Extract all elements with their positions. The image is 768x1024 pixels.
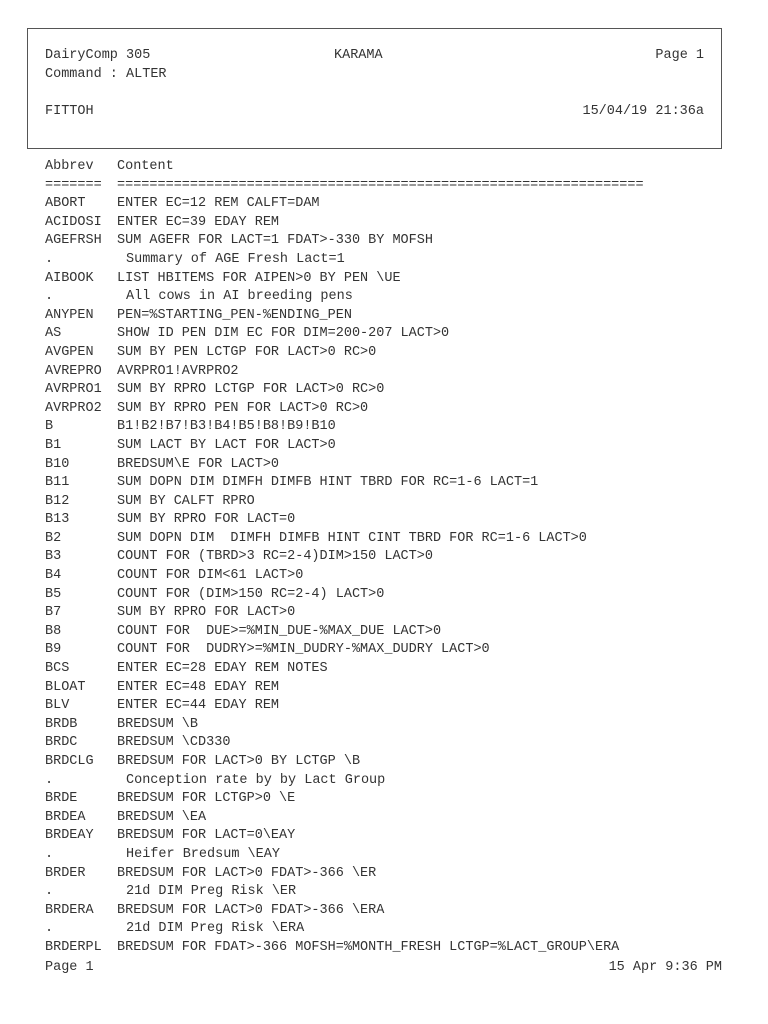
row-content: ENTER EC=39 EDAY REM bbox=[117, 214, 280, 230]
row-content: LIST HBITEMS FOR AIPEN>0 BY PEN \UE bbox=[117, 270, 401, 286]
row-content: COUNT FOR DUDRY>=%MIN_DUDRY-%MAX_DUDRY LACT>0 bbox=[117, 642, 490, 658]
table-row bbox=[45, 456, 745, 475]
table-row bbox=[45, 883, 745, 902]
row-description: 21d DIM Preg Risk \ERA bbox=[126, 921, 305, 937]
row-content: AVRPRO1!AVRPRO2 bbox=[117, 363, 239, 379]
table-row bbox=[45, 679, 745, 698]
table-row bbox=[45, 827, 745, 846]
table-row bbox=[45, 344, 745, 363]
report-datetime: 15/04/19 21:36a bbox=[582, 104, 704, 119]
table-row bbox=[45, 790, 745, 809]
table-row bbox=[45, 511, 745, 530]
row-abbrev: B7 bbox=[45, 605, 62, 621]
row-content: COUNT FOR (DIM>150 RC=2-4) LACT>0 bbox=[117, 586, 385, 602]
app-name: DairyComp 305 bbox=[45, 48, 151, 63]
row-abbrev: B bbox=[45, 419, 54, 435]
row-abbrev: B9 bbox=[45, 642, 62, 658]
table-row bbox=[45, 195, 745, 214]
row-content: SUM BY CALFT RPRO bbox=[117, 493, 255, 509]
row-content: SUM DOPN DIM DIMFH DIMFB HINT CINT TBRD FOR RC=1-6 LACT>0 bbox=[117, 530, 587, 546]
column-header-abbrev: Abbrev bbox=[45, 159, 94, 174]
table-row bbox=[45, 697, 745, 716]
row-abbrev: AVRPRO2 bbox=[45, 400, 102, 416]
table-row bbox=[45, 307, 745, 326]
table-row bbox=[45, 530, 745, 549]
table-row bbox=[45, 548, 745, 567]
footer-page: Page 1 bbox=[45, 960, 94, 975]
row-abbrev: B5 bbox=[45, 586, 62, 602]
command-line: Command : ALTER bbox=[45, 67, 167, 82]
row-description: Summary of AGE Fresh Lact=1 bbox=[126, 251, 345, 267]
table-row bbox=[45, 418, 745, 437]
table-row bbox=[45, 325, 745, 344]
row-content: SUM BY RPRO FOR LACT>0 bbox=[117, 605, 296, 621]
row-content: SUM DOPN DIM DIMFH DIMFB HINT TBRD FOR RC=1-6 LACT=1 bbox=[117, 475, 539, 491]
table-row bbox=[45, 902, 745, 921]
row-content: SUM BY PEN LCTGP FOR LACT>0 RC>0 bbox=[117, 344, 377, 360]
row-abbrev: B13 bbox=[45, 512, 70, 528]
row-abbrev: AGEFRSH bbox=[45, 233, 102, 249]
row-description: Conception rate by by Lact Group bbox=[126, 772, 386, 788]
row-abbrev: . bbox=[45, 921, 54, 937]
column-headers bbox=[45, 158, 745, 177]
table-row bbox=[45, 493, 745, 512]
report-header-box bbox=[27, 28, 722, 149]
row-abbrev: ANYPEN bbox=[45, 307, 94, 323]
row-abbrev: ABORT bbox=[45, 196, 86, 212]
herd-name: KARAMA bbox=[334, 48, 383, 63]
row-abbrev: B8 bbox=[45, 623, 62, 639]
row-content: SUM BY RPRO LCTGP FOR LACT>0 RC>0 bbox=[117, 382, 385, 398]
row-content: SUM BY RPRO FOR LACT=0 bbox=[117, 512, 296, 528]
row-abbrev: BLOAT bbox=[45, 679, 86, 695]
row-abbrev: BLV bbox=[45, 698, 70, 714]
table-row bbox=[45, 437, 745, 456]
row-abbrev: AVGPEN bbox=[45, 344, 94, 360]
row-abbrev: B4 bbox=[45, 568, 62, 584]
row-abbrev: BRDERPL bbox=[45, 939, 102, 955]
table-row bbox=[45, 753, 745, 772]
table-row bbox=[45, 567, 745, 586]
row-abbrev: . bbox=[45, 846, 54, 862]
row-abbrev: AIBOOK bbox=[45, 270, 94, 286]
row-abbrev: B3 bbox=[45, 549, 62, 565]
row-abbrev: AVRPRO1 bbox=[45, 382, 102, 398]
row-content: BREDSUM \CD330 bbox=[117, 735, 231, 751]
table-row bbox=[45, 400, 745, 419]
row-content: ENTER EC=44 EDAY REM bbox=[117, 698, 280, 714]
table-row bbox=[45, 623, 745, 642]
table-row bbox=[45, 232, 745, 251]
row-abbrev: BRDERA bbox=[45, 902, 94, 918]
table-row bbox=[45, 809, 745, 828]
table-row bbox=[45, 586, 745, 605]
abbreviation-table bbox=[45, 158, 745, 958]
row-abbrev: BRDC bbox=[45, 735, 78, 751]
row-abbrev: . bbox=[45, 289, 54, 305]
table-row bbox=[45, 772, 745, 791]
rule-content: ================================================================= bbox=[117, 177, 644, 193]
row-abbrev: B2 bbox=[45, 530, 62, 546]
table-row bbox=[45, 865, 745, 884]
table-row bbox=[45, 474, 745, 493]
row-content: BREDSUM FOR LACT>0 BY LCTGP \B bbox=[117, 754, 361, 769]
row-content: ENTER EC=28 EDAY REM NOTES bbox=[117, 661, 328, 677]
row-content: BREDSUM FOR LACT=0\EAY bbox=[117, 828, 296, 844]
table-row bbox=[45, 920, 745, 939]
footer-datetime: 15 Apr 9:36 PM bbox=[608, 960, 722, 975]
row-content: BREDSUM \EA bbox=[117, 809, 207, 825]
row-abbrev: AS bbox=[45, 326, 62, 342]
row-abbrev: BRDEAY bbox=[45, 828, 94, 844]
table-row bbox=[45, 641, 745, 660]
row-content: BREDSUM FOR LACT>0 FDAT>-366 \ERA bbox=[117, 902, 385, 918]
row-abbrev: BRDER bbox=[45, 865, 86, 881]
row-content: COUNT FOR (TBRD>3 RC=2-4)DIM>150 LACT>0 bbox=[117, 549, 433, 565]
row-abbrev: B12 bbox=[45, 493, 70, 509]
row-content: SUM LACT BY LACT FOR LACT>0 bbox=[117, 437, 336, 453]
header-rule bbox=[45, 177, 745, 196]
row-content: BREDSUM FOR LACT>0 FDAT>-366 \ER bbox=[117, 865, 377, 881]
rule-abbrev: ======= bbox=[45, 177, 102, 193]
row-abbrev: BRDB bbox=[45, 716, 78, 732]
table-row bbox=[45, 381, 745, 400]
row-content: BREDSUM FOR FDAT>-366 MOFSH=%MONTH_FRESH LCTGP=%LACT_GROUP\ERA bbox=[117, 939, 620, 955]
column-header-content: Content bbox=[117, 159, 174, 174]
row-content: ENTER EC=12 REM CALFT=DAM bbox=[117, 196, 320, 212]
row-description: All cows in AI breeding pens bbox=[126, 289, 353, 305]
row-abbrev: . bbox=[45, 772, 54, 788]
row-abbrev: B10 bbox=[45, 456, 70, 472]
row-abbrev: B11 bbox=[45, 475, 70, 491]
row-content: BREDSUM FOR LCTGP>0 \E bbox=[117, 791, 296, 807]
row-abbrev: BCS bbox=[45, 661, 70, 677]
table-row bbox=[45, 846, 745, 865]
row-description: Heifer Bredsum \EAY bbox=[126, 846, 280, 862]
row-content: SUM BY RPRO PEN FOR LACT>0 RC>0 bbox=[117, 400, 369, 416]
row-content: PEN=%STARTING_PEN-%ENDING_PEN bbox=[117, 307, 352, 323]
row-content: BREDSUM \B bbox=[117, 716, 199, 732]
row-content: SHOW ID PEN DIM EC FOR DIM=200-207 LACT>0 bbox=[117, 326, 450, 342]
table-row bbox=[45, 288, 745, 307]
table-row bbox=[45, 363, 745, 382]
row-abbrev: AVREPRO bbox=[45, 363, 102, 379]
row-abbrev: B1 bbox=[45, 437, 62, 453]
row-abbrev: BRDCLG bbox=[45, 754, 94, 769]
row-abbrev: BRDEA bbox=[45, 809, 86, 825]
row-content: COUNT FOR DUE>=%MIN_DUE-%MAX_DUE LACT>0 bbox=[117, 623, 442, 639]
page-number: Page 1 bbox=[655, 48, 704, 63]
row-abbrev: BRDE bbox=[45, 791, 78, 807]
table-row bbox=[45, 214, 745, 233]
row-abbrev: ACIDOSI bbox=[45, 214, 102, 230]
row-content: B1!B2!B7!B3!B4!B5!B8!B9!B10 bbox=[117, 419, 336, 435]
table-row bbox=[45, 660, 745, 679]
row-content: ENTER EC=48 EDAY REM bbox=[117, 679, 280, 695]
table-row bbox=[45, 716, 745, 735]
row-description: 21d DIM Preg Risk \ER bbox=[126, 884, 297, 900]
row-abbrev: . bbox=[45, 251, 54, 267]
table-row bbox=[45, 604, 745, 623]
row-abbrev: . bbox=[45, 884, 54, 900]
user-name: FITTOH bbox=[45, 104, 94, 119]
row-content: SUM AGEFR FOR LACT=1 FDAT>-330 BY MOFSH bbox=[117, 233, 433, 249]
table-row bbox=[45, 734, 745, 753]
table-row bbox=[45, 251, 745, 270]
table-row bbox=[45, 270, 745, 289]
row-content: COUNT FOR DIM<61 LACT>0 bbox=[117, 568, 304, 584]
row-content: BREDSUM\E FOR LACT>0 bbox=[117, 456, 280, 472]
table-row bbox=[45, 939, 745, 958]
